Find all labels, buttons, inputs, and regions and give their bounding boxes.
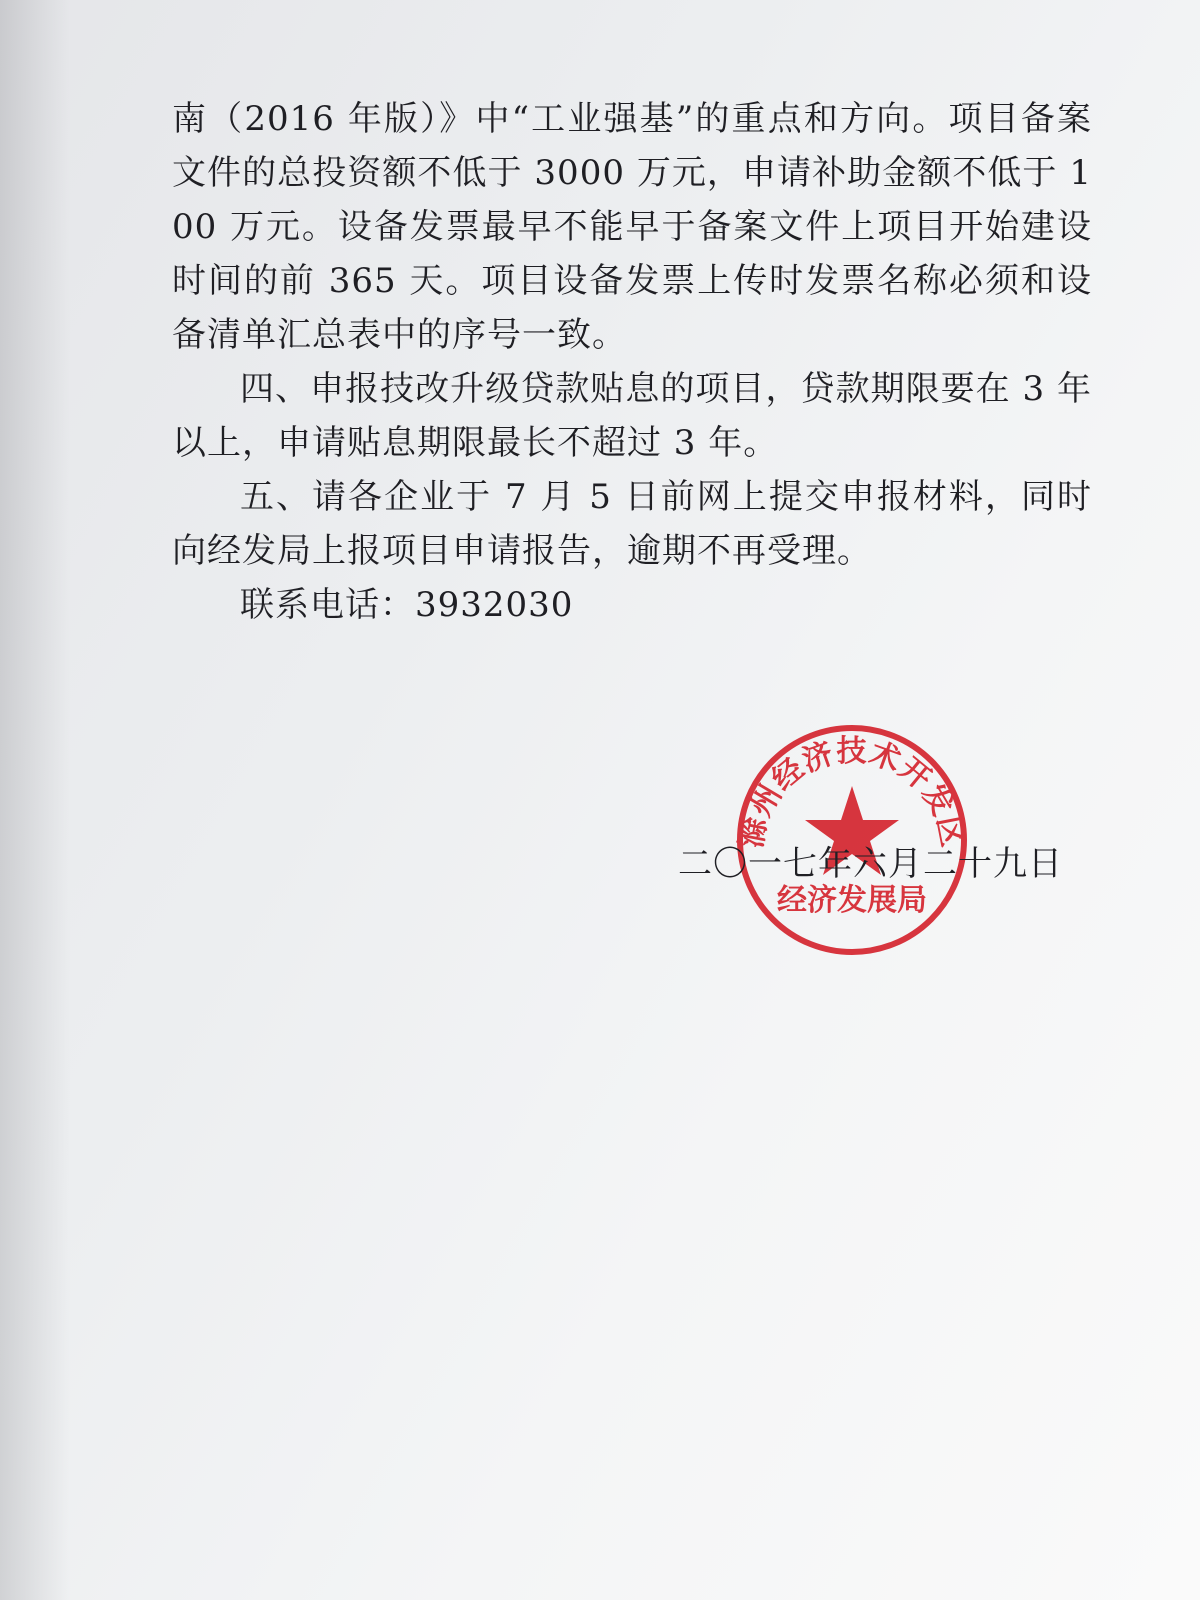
seal-bottom-text: 经济发展局 bbox=[777, 883, 927, 918]
seal-top-text: 滁州经济技术开发区 bbox=[734, 734, 970, 851]
page-shadow bbox=[0, 0, 70, 1600]
contact-phone: 联系电话：3932030 bbox=[240, 585, 574, 625]
issue-date: 二〇一七年六月二十九日 bbox=[678, 844, 1063, 884]
paragraph-item-five: 五、请各企业于 7 月 5 日前网上提交申报材料，同时向经发局上报项目申请报告，逾期不再受理。 bbox=[172, 477, 1092, 571]
notice-body bbox=[172, 92, 1092, 632]
paragraph-continuation: 南（2016 年版）》中“工业强基”的重点和方向。项目备案文件的总投资额不低于 3000 万元，申请补助金额不低于 100 万元。设备发票最早不能早于备案文件上项目开始建设时间的前 365 天。项目设备发票上传时发票名称必须和设备清单汇总表中的序号一致。 bbox=[172, 99, 1092, 355]
paragraph-item-four: 四、申报技改升级贷款贴息的项目，贷款期限要在 3 年以上，申请贴息期限最长不超过 3 年。 bbox=[172, 369, 1092, 463]
